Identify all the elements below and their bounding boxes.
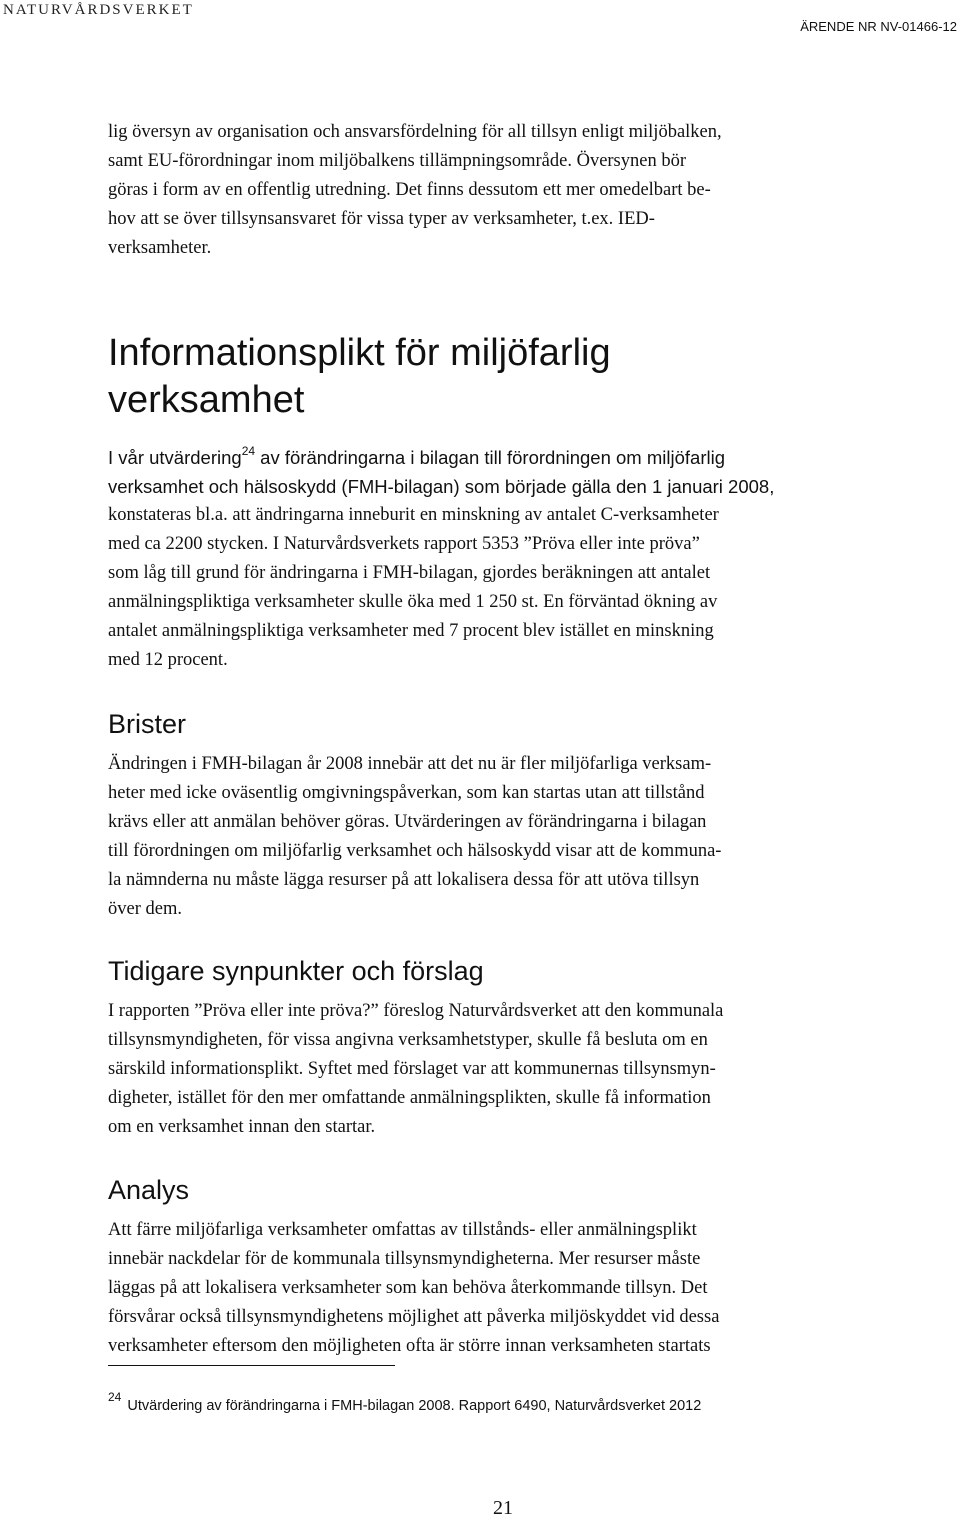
text-line: anmälningspliktiga verksamheter skulle öka med 1 250 st. En förväntad ökning av (108, 592, 718, 613)
text-line: göras i form av en offentlig utredning. Det finns dessutom ett mer omedelbart be- (108, 180, 711, 200)
section-heading-tidigare: Tidigare synpunkter och förslag (108, 956, 484, 987)
text-segment: I vår utvärdering (108, 447, 242, 469)
text-line: digheter, istället för den mer omfattande anmälningsplikten, skulle få information (108, 1088, 711, 1109)
footnote-divider (108, 1365, 395, 1366)
heading-line: Informationsplikt för miljöfarlig (108, 332, 611, 374)
informationsplikt-paragraph (108, 439, 848, 675)
text-line: särskild informationsplikt. Syftet med förslaget var att kommunernas tillsynsmyn- (108, 1059, 716, 1080)
text-line: antalet anmälningspliktiga verksamheter med 7 procent blev istället en minskning (108, 621, 714, 642)
text-line: verksamheter. (108, 238, 212, 258)
text-segment: av förändringarna i bilagan till förordningen om miljöfarlig (255, 447, 725, 469)
text-line: med 12 procent. (108, 650, 228, 671)
intro-paragraph (108, 118, 848, 263)
footnote (108, 1390, 702, 1414)
page-content (108, 118, 848, 1361)
text-line: verksamheter eftersom den möjligheten ofta är större innan verksamheten startats (108, 1336, 711, 1357)
brister-paragraph (108, 750, 848, 924)
text-line: la nämnderna nu måste lägga resurser på att lokalisera dessa för att utöva tillsyn (108, 870, 700, 891)
text-line: över dem. (108, 899, 182, 920)
text-line: krävs eller att anmälan behöver göras. Utvärderingen av förändringarna i bilagan (108, 812, 707, 833)
text-line: I rapporten ”Pröva eller inte pröva?” föreslog Naturvårdsverket att den kommunala (108, 1001, 724, 1022)
text-line: hov att se över tillsynsansvaret för vissa typer av verksamheter, t.ex. IED- (108, 209, 655, 229)
footnote-reference[interactable]: 24 (241, 444, 256, 458)
text-line: om en verksamhet innan den startar. (108, 1117, 376, 1138)
section-heading-analys: Analys (108, 1175, 190, 1206)
text-line: läggas på att lokalisera verksamheter som kan behöva återkommande tillsyn. Det (108, 1278, 708, 1299)
section-heading-informationsplikt (108, 330, 848, 424)
heading-line: verksamhet (108, 379, 305, 421)
header-organization: NATURVÅRDSVERKET (3, 2, 194, 18)
text-line: konstateras bl.a. att ändringarna inneburit en minskning av antalet C-verksamheter (108, 505, 719, 526)
section-heading-brister: Brister (108, 709, 187, 740)
text-line: till förordningen om miljöfarlig verksamhet och hälsoskydd visar att de kommuna- (108, 841, 722, 862)
text-line (108, 439, 848, 472)
footnote-text: Utvärdering av förändringarna i FMH-bilagan 2008. Rapport 6490, Naturvårdsverket 2012 (127, 1398, 702, 1414)
text-line: med ca 2200 stycken. I Naturvårdsverkets rapport 5353 ”Pröva eller inte pröva” (108, 534, 700, 555)
tidigare-paragraph (108, 997, 848, 1142)
text-line: Ändringen i FMH-bilagan år 2008 innebär att det nu är fler miljöfarliga verksam- (108, 754, 712, 775)
text-line: försvårar också tillsynsmyndighetens möjlighet att påverka miljöskyddet vid dessa (108, 1307, 720, 1328)
text-line: samt EU-förordningar inom miljöbalkens tillämpningsområde. Översynen bör (108, 151, 687, 171)
text-line: heter med icke oväsentlig omgivningspåverkan, som kan startas utan att tillstånd (108, 783, 705, 804)
text-line: innebär nackdelar för de kommunala tillsynsmyndigheterna. Mer resurser måste (108, 1249, 701, 1270)
text-line: som låg till grund för ändringarna i FMH-bilagan, gjordes beräkningen att antalet (108, 563, 711, 584)
page-number: 21 (493, 1497, 513, 1519)
text-line: verksamhet och hälsoskydd (FMH-bilagan) som började gälla den 1 januari 2008, (108, 476, 775, 498)
analys-paragraph (108, 1216, 848, 1361)
text-line: Att färre miljöfarliga verksamheter omfattas av tillstånds- eller anmälningsplikt (108, 1220, 697, 1241)
text-line: tillsynsmyndigheten, för vissa angivna verksamhetstyper, skulle få besluta om en (108, 1030, 708, 1051)
text-line: lig översyn av organisation och ansvarsfördelning för all tillsyn enligt miljöbalken, (108, 122, 722, 142)
header-case-number: ÄRENDE NR NV-01466-12 (800, 19, 957, 34)
footnote-number: 24 (108, 1390, 122, 1404)
